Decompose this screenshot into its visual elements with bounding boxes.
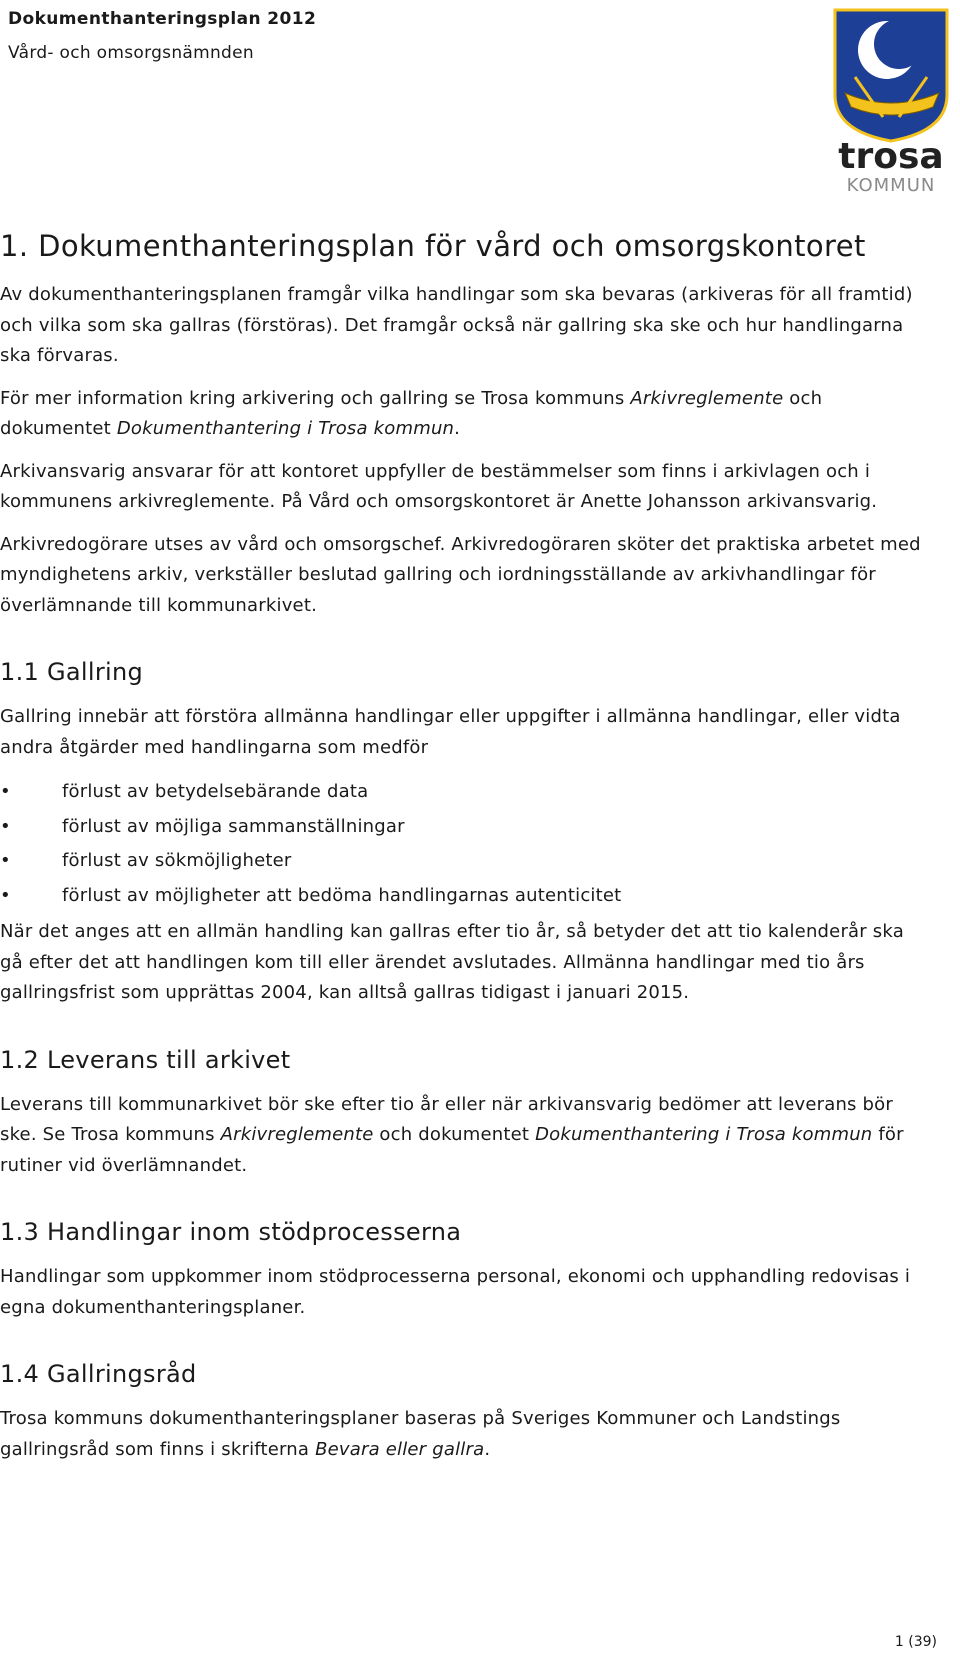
reference-dokumenthantering: Dokumenthantering i Trosa kommun: [535, 1124, 873, 1145]
section-1-4-paragraph: [0, 1404, 930, 1465]
text-span: .: [454, 418, 461, 439]
section-1-1-paragraph-2: När det anges att en allmän handling kan gallras efter tio år, så betyder det att tio kalenderår ska gå efter det att handlingen kom till eller ärendet avslutades. Allmänna handlingar med tio års gallringsfrist som upprättas 2004, kan alltså gallras tidigast i januari 2015.: [0, 921, 904, 1003]
section-1-heading: 1. Dokumenthanteringsplan för vård och omsorgskontoret: [0, 229, 866, 263]
text-span: .: [484, 1438, 491, 1460]
list-item: [0, 879, 930, 914]
reference-arkivreglemente: Arkivreglemente: [220, 1124, 374, 1145]
bullet-icon: •: [0, 850, 11, 871]
list-item-text: förlust av sökmöjligheter: [62, 850, 292, 871]
text-span: Leverans till kommunarkivet bör ske efter tio år eller när arkivansvarig bedömer att leverans bör ske. Se Trosa kommuns: [0, 1093, 893, 1145]
bullet-icon: •: [0, 815, 11, 837]
list-item: [0, 810, 930, 845]
section-1-paragraph-2: [0, 384, 930, 445]
section-1-paragraph-1: Av dokumenthanteringsplanen framgår vilka handlingar som ska bevaras (arkiveras för all framtid) och vilka som ska gallras (förstöras). Det framgår också när gallring ska ske och hur handlingarna ska förvaras.: [0, 284, 913, 366]
text-span: och dokumentet: [373, 1124, 536, 1145]
section-1-3-heading: 1.3 Handlingar inom stödprocesserna: [0, 1218, 462, 1246]
reference-dokumenthantering: Dokumenthantering i Trosa kommun: [116, 418, 455, 439]
section-1-2-heading: 1.2 Leverans till arkivet: [0, 1045, 291, 1074]
bullet-icon: •: [0, 781, 11, 802]
section-1-4-heading: 1.4 Gallringsråd: [0, 1360, 197, 1388]
list-item-text: förlust av möjliga sammanställningar: [62, 815, 405, 837]
section-1-1-heading: 1.1 Gallring: [0, 658, 144, 686]
trosa-kommun-logo: [831, 7, 955, 199]
text-span: för rutiner vid överlämnandet.: [0, 1124, 904, 1176]
list-item: [0, 844, 930, 879]
logo-wordmark: trosa: [838, 136, 944, 177]
text-span: Trosa kommuns dokumenthanteringsplaner baseras på Sveriges Kommuner och Landstings gallringsråd som finns i skrifterna: [0, 1408, 841, 1460]
gallring-list: [0, 775, 930, 913]
main-content: [0, 226, 930, 1477]
reference-bevara-eller-gallra: Bevara eller gallra: [315, 1438, 485, 1460]
section-1-3-paragraph: Handlingar som uppkommer inom stödprocesserna personal, ekonomi och upphandling redovisas i egna dokumenthanteringsplaner.: [0, 1266, 911, 1318]
list-item: [0, 775, 930, 810]
section-1-paragraph-4: Arkivredogörare utses av vård och omsorgschef. Arkivredogöraren sköter det praktiska arbetet med myndighetens arkiv, verkställer beslutad gallring och iordningsställande av arkivhandlingar för överlämnande till kommunarkivet.: [0, 533, 921, 616]
section-1-paragraph-3: Arkivansvarig ansvarar för att kontoret uppfyller de bestämmelser som finns i arkivlagen och i kommunens arkivreglemente. På Vård och omsorgskontoret är Anette Johansson arkivansvarig.: [0, 460, 878, 512]
bullet-icon: •: [0, 884, 11, 906]
header-subtitle: Vård- och omsorgsnämnden: [8, 43, 254, 63]
logo-subtext: KOMMUN: [846, 175, 936, 196]
text-span: och dokumentet: [0, 387, 823, 439]
list-item-text: förlust av möjligheter att bedöma handlingarnas autenticitet: [62, 884, 622, 906]
section-1-2-paragraph: [0, 1090, 930, 1182]
list-item-text: förlust av betydelsebärande data: [62, 781, 369, 802]
section-1-1-intro: Gallring innebär att förstöra allmänna handlingar eller uppgifter i allmänna handlingar, eller vidta andra åtgärder med handlingarna som medför: [0, 706, 901, 758]
moon-cutout: [874, 19, 924, 69]
text-span: För mer information kring arkivering och gallring se Trosa kommuns: [0, 387, 631, 409]
page-number: 1 (39): [894, 1634, 937, 1650]
reference-arkivreglemente: Arkivreglemente: [630, 387, 784, 409]
header-title: Dokumenthanteringsplan 2012: [8, 9, 317, 29]
